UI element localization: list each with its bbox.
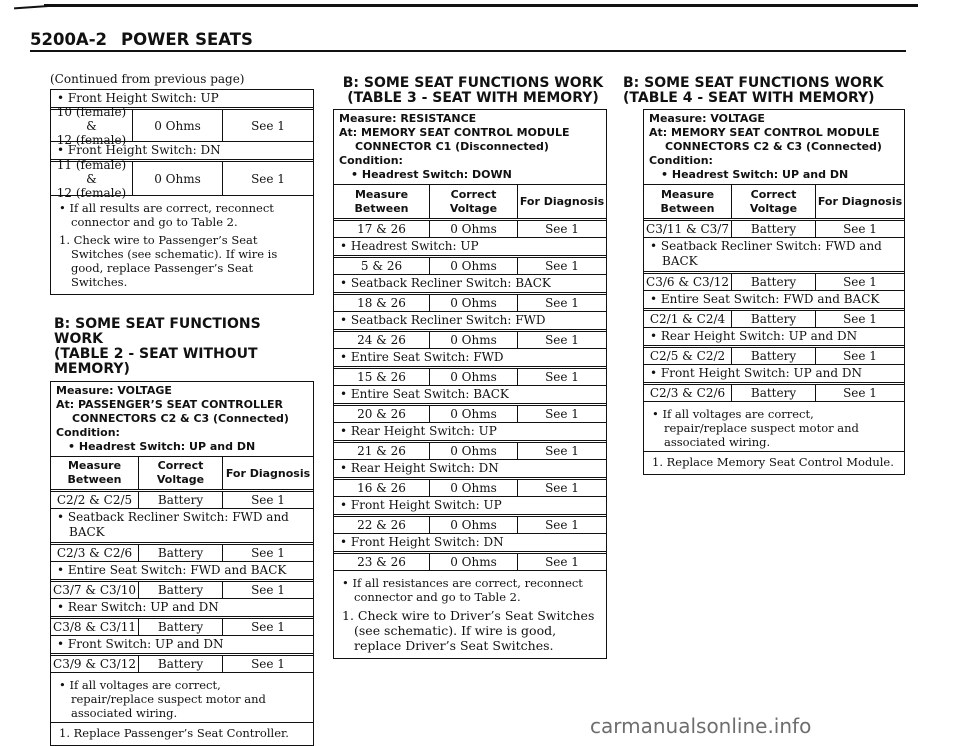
header-rule <box>30 50 906 52</box>
table-row <box>51 104 313 147</box>
measure-between-cell: C2/1 & C2/4 <box>644 311 732 327</box>
table4-title: B: SOME SEAT FUNCTIONS WORK (TABLE 4 - SEAT WITH MEMORY) <box>623 75 884 106</box>
table-row <box>334 218 606 237</box>
condition-row: • Rear Height Switch: UP <box>334 422 606 440</box>
diagnosis-cell: See 1 <box>251 493 285 507</box>
header-for-diagnosis: For Diagnosis <box>519 195 605 208</box>
condition-row: • Front Height Switch: UP <box>57 91 219 105</box>
diagnosis-cell: See 1 <box>843 386 877 400</box>
page-header <box>30 30 253 49</box>
top-rule <box>44 4 918 7</box>
condition-value: • Headrest Switch: DOWN <box>351 168 512 181</box>
measure-between-cell: 5 & 26 <box>334 258 430 274</box>
diagnosis-cell: See 1 <box>843 222 877 236</box>
measure-between-cell: C3/11 & C3/7 <box>644 221 732 237</box>
diagnosis-cell: See 1 <box>843 275 877 289</box>
correct-value-cell: Battery <box>732 311 816 327</box>
correct-value-cell: 0 Ohms <box>430 295 518 311</box>
table-row <box>51 579 313 598</box>
condition-row: • Rear Height Switch: DN <box>334 459 606 477</box>
correct-value-cell: Battery <box>139 619 223 635</box>
notes <box>334 570 606 658</box>
table-row <box>334 551 606 570</box>
condition-row: • Headrest Switch: UP <box>334 237 606 255</box>
note-item: 1. Check wire to Driver’s Seat Switches (see schematic). If wire is good, replace Driver’s Seat Switches. <box>342 608 595 653</box>
correct-value-cell: Battery <box>139 545 223 561</box>
measure-between-cell: 20 & 26 <box>334 406 430 422</box>
condition-row: • Seatback Recliner Switch: FWD and BACK <box>644 237 904 271</box>
table-header-row <box>51 456 313 489</box>
condition-row: • Entire Seat Switch: FWD and BACK <box>51 561 313 579</box>
correct-value-cell: 0 Ohms <box>430 554 518 570</box>
correct-value-cell: Battery <box>139 656 223 672</box>
diagnosis-cell: See 1 <box>545 481 579 495</box>
measure-between-cell: 15 & 26 <box>334 369 430 385</box>
table-row <box>644 382 904 401</box>
condition-row: • Seatback Recliner Switch: FWD and BACK <box>51 508 313 542</box>
measure-between-cell: C3/6 & C3/12 <box>644 274 732 290</box>
correct-value-cell: 0 Ohms <box>430 517 518 533</box>
diagnosis-cell: See 1 <box>545 222 579 236</box>
measure-between-cell: 17 & 26 <box>334 221 430 237</box>
header-correct-voltage: Correct Voltage <box>732 185 816 218</box>
correct-value-cell: Battery <box>732 348 816 364</box>
table-row <box>334 514 606 533</box>
diagnosis-cell: See 1 <box>545 370 579 384</box>
notes <box>51 672 313 745</box>
table4-meta <box>644 110 904 184</box>
measure-between-cell: C3/7 & C3/10 <box>51 582 139 598</box>
measure-between-cell: C2/3 & C2/6 <box>644 385 732 401</box>
correct-value-cell: 0 Ohms <box>430 406 518 422</box>
measure-between-cell: C2/3 & C2/6 <box>51 545 139 561</box>
table2-meta <box>51 382 313 456</box>
correct-value-cell: 0 Ohms <box>430 332 518 348</box>
condition-label: Condition: <box>339 154 403 167</box>
table-row <box>334 255 606 274</box>
measure-between-cell: 16 & 26 <box>334 480 430 496</box>
diagnosis-cell: See 1 <box>545 259 579 273</box>
diagnosis-cell: See 1 <box>251 171 285 186</box>
header-correct-voltage: Correct Voltage <box>430 185 518 218</box>
condition-row: • Front Switch: UP and DN <box>51 635 313 653</box>
diagnosis-cell: See 1 <box>545 555 579 569</box>
table-row <box>644 271 904 290</box>
condition-value: • Headrest Switch: UP and DN <box>68 440 256 453</box>
condition-row: • Entire Seat Switch: FWD and BACK <box>644 290 904 308</box>
table-row <box>334 477 606 496</box>
measure-between-cell: 21 & 26 <box>334 443 430 459</box>
correct-value-cell: Battery <box>732 274 816 290</box>
correct-value-cell: Battery <box>732 221 816 237</box>
header-for-diagnosis: For Diagnosis <box>817 195 903 208</box>
diagnosis-cell: See 1 <box>251 620 285 634</box>
correct-value-cell: Battery <box>139 492 223 508</box>
at-label: At: MEMORY SEAT CONTROL MODULE <box>649 126 880 139</box>
diagnosis-cell: See 1 <box>251 583 285 597</box>
condition-row: • Entire Seat Switch: BACK <box>334 385 606 403</box>
left-column <box>50 72 312 746</box>
table3 <box>333 109 607 659</box>
note-item: • If all voltages are correct, repair/replace suspect motor and associated wiring. <box>59 678 266 720</box>
table-row <box>644 345 904 364</box>
header-correct-voltage: Correct Voltage <box>139 457 223 489</box>
condition-row: • Rear Height Switch: UP and DN <box>644 327 904 345</box>
table-row <box>334 366 606 385</box>
diagnosis-cell: See 1 <box>545 333 579 347</box>
condition-value: • Headrest Switch: UP and DN <box>661 168 849 181</box>
note-item: 1. Check wire to Passenger’s Seat Switches (see schematic). If wire is good, replace Passenger’s Seat Switches. <box>59 233 278 289</box>
diagnosis-cell: See 1 <box>251 657 285 671</box>
connector-label: CONNECTORS C2 & C3 (Connected) <box>665 140 882 153</box>
table-row <box>644 308 904 327</box>
right-column <box>621 76 905 475</box>
table-row <box>51 157 313 200</box>
table3-meta <box>334 110 606 184</box>
note-item: • If all voltages are correct, repair/replace suspect motor and associated wiring. <box>652 407 859 449</box>
table-row <box>51 489 313 508</box>
table-row <box>644 218 904 237</box>
correct-value-cell: 0 Ohms <box>430 369 518 385</box>
correct-value-cell: Battery <box>139 582 223 598</box>
watermark: carmanualsonline.info <box>590 714 812 738</box>
note-item: • If all results are correct, reconnect connector and go to Table 2. <box>59 201 274 229</box>
measure-between-cell: C3/9 & C3/12 <box>51 656 139 672</box>
measure-between-cell: 18 & 26 <box>334 295 430 311</box>
condition-row: • Front Height Switch: UP and DN <box>644 364 904 382</box>
table-header-row <box>334 184 606 218</box>
measure-between-cell: 23 & 26 <box>334 554 430 570</box>
table-row <box>334 329 606 348</box>
correct-value-cell: Battery <box>732 385 816 401</box>
condition-row: • Seatback Recliner Switch: FWD <box>334 311 606 329</box>
header-measure-between: Measure Between <box>644 185 732 218</box>
measure-between-cell: 11 (female) & 12 (female) <box>51 162 133 195</box>
correct-value-cell: 0 Ohms <box>133 162 223 195</box>
measure-between-cell: C2/2 & C2/5 <box>51 492 139 508</box>
condition-row: • Front Height Switch: DN <box>51 141 313 159</box>
diagnosis-cell: See 1 <box>545 518 579 532</box>
table-row <box>334 403 606 422</box>
diagnosis-cell: See 1 <box>545 407 579 421</box>
diagnosis-cell: See 1 <box>843 349 877 363</box>
page-id: 5200A-2 <box>30 30 108 49</box>
diagnosis-cell: See 1 <box>251 118 285 133</box>
table3-blocks <box>334 237 606 570</box>
condition-row: • Front Height Switch: DN <box>334 533 606 551</box>
measure-label: Measure: RESISTANCE <box>339 112 477 125</box>
note-item: 1. Replace Memory Seat Control Module. <box>644 451 904 471</box>
correct-value-cell: 0 Ohms <box>430 443 518 459</box>
measure-between-cell: 10 (female) & 12 (female) <box>51 110 133 141</box>
diagnosis-cell: See 1 <box>843 312 877 326</box>
at-label: At: PASSENGER’S SEAT CONTROLLER <box>56 398 283 411</box>
note-item: • If all resistances are correct, reconnect connector and go to Table 2. <box>342 576 583 604</box>
table-header-row <box>644 184 904 218</box>
table3-title: B: SOME SEAT FUNCTIONS WORK (TABLE 3 - SEAT WITH MEMORY) <box>342 75 604 106</box>
section-title: POWER SEATS <box>121 30 253 49</box>
table-row <box>51 542 313 561</box>
header-measure-between: Measure Between <box>51 457 139 489</box>
table-row <box>51 616 313 635</box>
correct-value-cell: 0 Ohms <box>133 110 223 141</box>
correct-value-cell: 0 Ohms <box>430 480 518 496</box>
condition-label: Condition: <box>649 154 713 167</box>
header-measure-between: Measure Between <box>334 185 430 218</box>
continued-note: (Continued from previous page) <box>50 72 245 86</box>
measure-between-cell: 24 & 26 <box>334 332 430 348</box>
condition-row: • Rear Switch: UP and DN <box>51 598 313 616</box>
connector-label: CONNECTOR C1 (Disconnected) <box>355 140 549 153</box>
table-row <box>334 292 606 311</box>
diagnosis-cell: See 1 <box>545 444 579 458</box>
table-row <box>334 440 606 459</box>
measure-between-cell: C2/5 & C2/2 <box>644 348 732 364</box>
condition-row: • Front Height Switch: UP <box>334 496 606 514</box>
condition-label: Condition: <box>56 426 120 439</box>
notes <box>644 401 904 474</box>
measure-between-cell: C3/8 & C3/11 <box>51 619 139 635</box>
note-item: 1. Replace Passenger’s Seat Controller. <box>51 722 313 742</box>
connector-label: CONNECTORS C2 & C3 (Connected) <box>72 412 289 425</box>
correct-value-cell: 0 Ohms <box>430 221 518 237</box>
table2 <box>50 381 314 746</box>
table-row <box>51 653 313 672</box>
table2-title: B: SOME SEAT FUNCTIONS WORK (TABLE 2 - SEAT WITHOUT MEMORY) <box>54 316 261 377</box>
header-for-diagnosis: For Diagnosis <box>225 466 311 480</box>
measure-label: Measure: VOLTAGE <box>649 112 765 125</box>
condition-row: • Entire Seat Switch: FWD <box>334 348 606 366</box>
condition-row: • Seatback Recliner Switch: BACK <box>334 274 606 292</box>
diagnosis-cell: See 1 <box>545 296 579 310</box>
notes <box>51 195 313 294</box>
correct-value-cell: 0 Ohms <box>430 258 518 274</box>
at-label: At: MEMORY SEAT CONTROL MODULE <box>339 126 570 139</box>
table4 <box>643 109 905 475</box>
diagnosis-cell: See 1 <box>251 546 285 560</box>
measure-label: Measure: VOLTAGE <box>56 384 172 397</box>
continued-table <box>50 89 314 295</box>
middle-column <box>333 76 605 659</box>
measure-between-cell: 22 & 26 <box>334 517 430 533</box>
